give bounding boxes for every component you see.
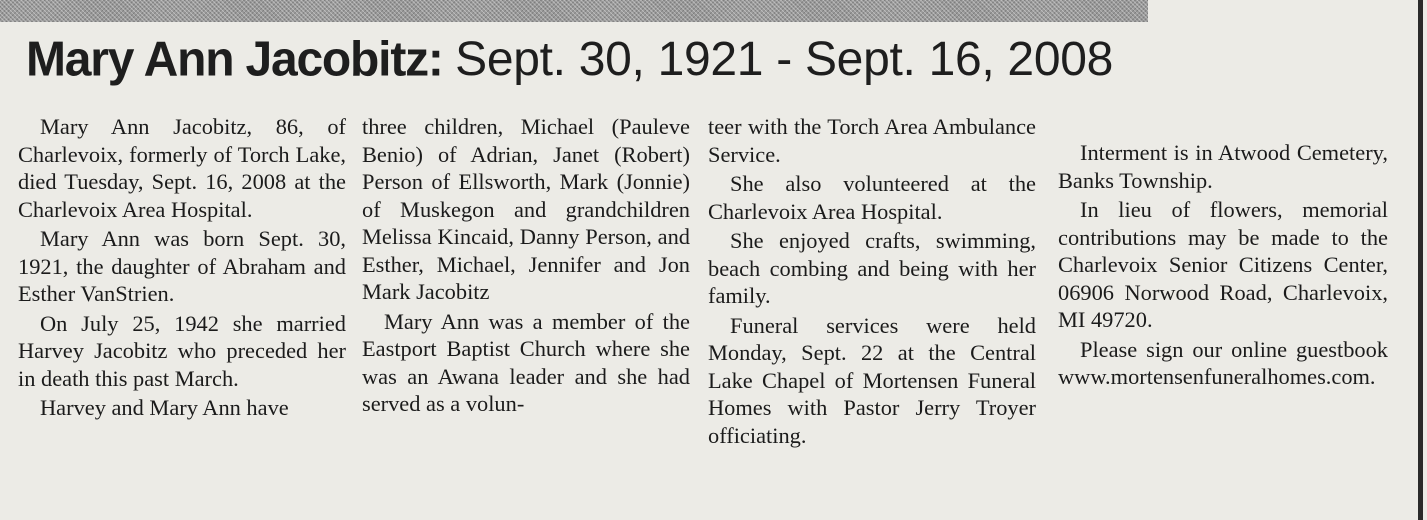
paragraph: Interment is in Atwood Cemetery, Banks Township. xyxy=(1058,140,1388,193)
obituary-body xyxy=(18,113,1398,513)
paragraph: Mary Ann Jacobitz, 86, of Charlevoix, formerly of Torch Lake, died Tuesday, Sept. 16, 2008 at the Charlevoix Area Hospital. xyxy=(18,114,346,222)
paragraph: On July 25, 1942 she married Harvey Jacobitz who preceded her in death this past March. xyxy=(18,310,346,391)
paragraph: three children, Michael (Pauleve Benio) of Adrian, Janet (Robert) Person of Ellsworth, Mark (Jonnie) of Muskegon and grandchildren Melissa Kincaid, Danny Person, and Esther, Michael, Jennifer and Jon Mark Jacobitz xyxy=(362,114,690,304)
top-rule xyxy=(0,0,1148,22)
paragraph: She also volunteered at the Charlevoix Area Hospital. xyxy=(708,171,1036,224)
paragraph: Funeral services were held Monday, Sept. 22 at the Central Lake Chapel of Mortensen Funeral Homes with Pastor Jerry Troyer officiating. xyxy=(708,312,1036,448)
paragraph: Mary Ann was born Sept. 30, 1921, the daughter of Abraham and Esther VanStrien. xyxy=(18,226,346,306)
paragraph: In lieu of flowers, memorial contributions may be made to the Charlevoix Senior Citizens Center, 06906 Norwood Road, Charlevoix, MI 49720. xyxy=(1058,197,1388,332)
right-rule xyxy=(1418,0,1423,520)
paragraph: Mary Ann was a member of the Eastport Baptist Church where she was an Awana leader and she had served as a volun- xyxy=(362,308,690,416)
text-column-3 xyxy=(708,113,1036,451)
headline-dates: Sept. 30, 1921 - Sept. 16, 2008 xyxy=(455,33,1114,86)
paragraph: Please sign our online guestbook www.mortensenfuneralhomes.com. xyxy=(1058,336,1388,389)
paragraph: She enjoyed crafts, swimming, beach combing and being with her family. xyxy=(708,228,1036,308)
text-column-4 xyxy=(1058,139,1388,393)
text-column-1 xyxy=(18,113,346,424)
text-column-2 xyxy=(362,113,690,420)
headline-name: Mary Ann Jacobitz: xyxy=(26,32,443,87)
paragraph: teer with the Torch Area Ambulance Service. xyxy=(708,114,1036,167)
paragraph: Harvey and Mary Ann have xyxy=(40,395,289,420)
